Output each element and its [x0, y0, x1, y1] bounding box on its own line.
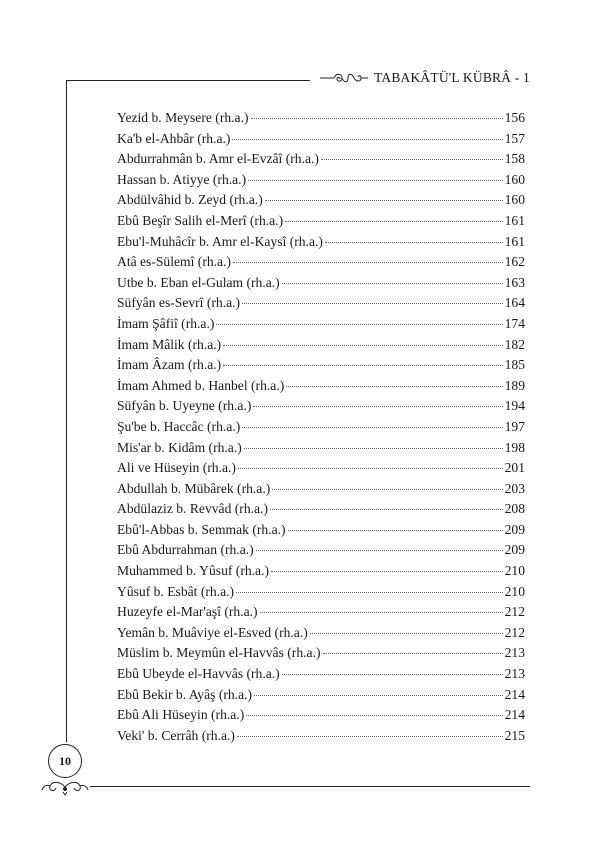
- toc-entry-title: Ebû'l-Abbas b. Semmak (rh.a.): [117, 521, 286, 537]
- toc-entry-title: Ebu'l-Muhâcîr b. Amr el-Kaysî (rh.a.): [117, 233, 323, 249]
- toc-entry: [117, 252, 525, 273]
- running-header: [318, 68, 530, 88]
- toc-entry-title: Ebû Bekir b. Ayâş (rh.a.): [117, 686, 253, 702]
- toc-entry: [117, 602, 525, 623]
- toc-dot-leader: [271, 571, 503, 572]
- toc-dot-leader: [242, 427, 502, 428]
- toc-entry-title: Atâ es-Sülemî (rh.a.): [117, 254, 232, 270]
- frame-left-rule: [66, 80, 67, 742]
- toc-dot-leader: [288, 530, 503, 531]
- toc-entry-title: Abdülaziz b. Revvâd (rh.a.): [117, 501, 268, 517]
- toc-dot-leader: [272, 489, 502, 490]
- toc-entry-title: Abdurrahmân b. Amr el-Evzâî (rh.a.): [117, 151, 319, 167]
- scroll-ornament-icon: [318, 71, 370, 85]
- toc-entry-title: Abdülvâhid b. Zeyd (rh.a.): [117, 192, 263, 208]
- toc-entry-page: 210: [504, 583, 525, 599]
- toc-entry-title: Utbe b. Eban el-Gulam (rh.a.): [117, 274, 280, 290]
- toc-dot-leader: [285, 221, 503, 222]
- toc-entry: [117, 643, 525, 664]
- toc-entry-title: İmam Ahmed b. Hanbel (rh.a.): [117, 377, 285, 393]
- toc-entry: [117, 561, 525, 582]
- toc-entry-page: 213: [504, 645, 525, 661]
- toc-dot-leader: [282, 674, 503, 675]
- toc-entry-page: 203: [504, 480, 525, 496]
- toc-entry-page: 162: [504, 254, 525, 270]
- toc-entry-page: 212: [504, 624, 525, 640]
- toc-entry: [117, 458, 525, 479]
- toc-entry-title: Hassan b. Atiyye (rh.a.): [117, 171, 247, 187]
- toc-entry-page: 185: [504, 357, 525, 373]
- toc-entry: [117, 273, 525, 294]
- toc-dot-leader: [323, 653, 503, 654]
- floral-ornament-icon: [40, 778, 90, 796]
- frame-bottom-rule: [90, 786, 530, 787]
- toc-entry-page: 160: [504, 171, 525, 187]
- toc-entry: [117, 314, 525, 335]
- toc-dot-leader: [246, 715, 502, 716]
- book-title: TABAKÂTÜ'L KÜBRÂ - 1: [374, 70, 530, 85]
- toc-entry: [117, 170, 525, 191]
- toc-dot-leader: [244, 448, 503, 449]
- toc-dot-leader: [251, 118, 503, 119]
- toc-entry: [117, 149, 525, 170]
- toc-entry-page: 209: [504, 542, 525, 558]
- toc-dot-leader: [254, 695, 503, 696]
- toc-dot-leader: [282, 283, 503, 284]
- toc-entry-page: 201: [504, 460, 525, 476]
- toc-entry-page: 209: [504, 521, 525, 537]
- toc-entry-page: 174: [504, 315, 525, 331]
- toc-entry: [117, 582, 525, 603]
- toc-entry: [117, 726, 525, 747]
- toc-entry-title: Süfyân b. Uyeyne (rh.a.): [117, 398, 252, 414]
- toc-entry: [117, 685, 525, 706]
- toc-entry-page: 164: [504, 295, 525, 311]
- toc-dot-leader: [233, 262, 503, 263]
- toc-entry: [117, 190, 525, 211]
- toc-entry-page: 158: [504, 151, 525, 167]
- toc-entry-page: 163: [504, 274, 525, 290]
- toc-dot-leader: [223, 345, 502, 346]
- toc-entry: [117, 499, 525, 520]
- toc-dot-leader: [232, 139, 502, 140]
- toc-dot-leader: [286, 386, 502, 387]
- toc-entry-page: 182: [504, 336, 525, 352]
- toc-entry: [117, 211, 525, 232]
- page-number: 10: [48, 744, 82, 778]
- toc-entry-title: Veki' b. Cerrâh (rh.a.): [117, 727, 235, 743]
- toc-entry-page: 189: [504, 377, 525, 393]
- toc-entry: [117, 335, 525, 356]
- toc-entry-title: Muhammed b. Yûsuf (rh.a.): [117, 563, 270, 579]
- toc-entry-title: Müslim b. Meymûn el-Havvâs (rh.a.): [117, 645, 321, 661]
- toc-entry-title: Ali ve Hüseyin (rh.a.): [117, 460, 236, 476]
- toc-dot-leader: [310, 633, 503, 634]
- toc-entry: [117, 520, 525, 541]
- toc-entry-page: 161: [504, 233, 525, 249]
- toc-entry-page: 157: [504, 130, 525, 146]
- toc-entry-page: 197: [504, 418, 525, 434]
- toc-entry-page: 212: [504, 604, 525, 620]
- toc-entry-title: Yûsuf b. Esbât (rh.a.): [117, 583, 235, 599]
- toc-entry-page: 215: [504, 727, 525, 743]
- toc-entry: [117, 396, 525, 417]
- toc-dot-leader: [325, 242, 503, 243]
- toc-entry-title: İmam Şâfiî (rh.a.): [117, 315, 215, 331]
- toc-entry-title: Huzeyfe el-Mar'aşî (rh.a.): [117, 604, 258, 620]
- toc-dot-leader: [265, 200, 503, 201]
- toc-entry-title: İmam Âzam (rh.a.): [117, 357, 222, 373]
- toc-entry-page: 213: [504, 666, 525, 682]
- toc-entry: [117, 664, 525, 685]
- toc-entry-title: Yemân b. Muâviye el-Esved (rh.a.): [117, 624, 308, 640]
- toc-dot-leader: [253, 406, 502, 407]
- toc-entry-title: Ebû Abdurrahman (rh.a.): [117, 542, 254, 558]
- table-of-contents: [117, 108, 525, 746]
- toc-entry: [117, 623, 525, 644]
- toc-entry-page: 156: [504, 110, 525, 125]
- toc-entry: [117, 479, 525, 500]
- toc-dot-leader: [238, 468, 503, 469]
- toc-entry-page: 208: [504, 501, 525, 517]
- toc-entry: [117, 417, 525, 438]
- toc-entry: [117, 293, 525, 314]
- toc-entry-page: 160: [504, 192, 525, 208]
- toc-entry-title: Ebû Ubeyde el-Havvâs (rh.a.): [117, 666, 280, 682]
- toc-entry-title: Mis'ar b. Kidâm (rh.a.): [117, 439, 242, 455]
- toc-dot-leader: [223, 365, 502, 366]
- toc-entry-title: Ebû Beşîr Salih el-Merî (rh.a.): [117, 212, 284, 228]
- toc-entry-title: Süfyân es-Sevrî (rh.a.): [117, 295, 241, 311]
- toc-entry-page: 210: [504, 563, 525, 579]
- toc-entry-page: 198: [504, 439, 525, 455]
- toc-entry-page: 161: [504, 212, 525, 228]
- toc-entry-title: Ebû Ali Hüseyin (rh.a.): [117, 707, 245, 723]
- toc-entry-title: İmam Mâlik (rh.a.): [117, 336, 222, 352]
- toc-dot-leader: [270, 509, 503, 510]
- toc-dot-leader: [260, 612, 503, 613]
- toc-dot-leader: [216, 324, 502, 325]
- toc-entry: [117, 705, 525, 726]
- toc-entry: [117, 232, 525, 253]
- toc-entry: [117, 129, 525, 150]
- toc-entry-title: Yezid b. Meysere (rh.a.): [117, 110, 249, 125]
- toc-entry-title: Abdullah b. Mübârek (rh.a.): [117, 480, 271, 496]
- toc-entry-page: 214: [504, 707, 525, 723]
- toc-entry: [117, 376, 525, 397]
- toc-dot-leader: [321, 159, 503, 160]
- frame-top-rule: [66, 80, 310, 81]
- toc-dot-leader: [248, 180, 503, 181]
- toc-dot-leader: [256, 550, 503, 551]
- toc-entry-page: 214: [504, 686, 525, 702]
- toc-entry: [117, 108, 525, 129]
- toc-entry: [117, 438, 525, 459]
- toc-entry: [117, 540, 525, 561]
- toc-entry-title: Ka'b el-Ahbâr (rh.a.): [117, 130, 231, 146]
- toc-dot-leader: [242, 303, 503, 304]
- toc-entry: [117, 355, 525, 376]
- toc-dot-leader: [236, 592, 503, 593]
- toc-dot-leader: [237, 736, 503, 737]
- toc-entry-title: Şu'be b. Haccâc (rh.a.): [117, 418, 241, 434]
- toc-entry-page: 194: [504, 398, 525, 414]
